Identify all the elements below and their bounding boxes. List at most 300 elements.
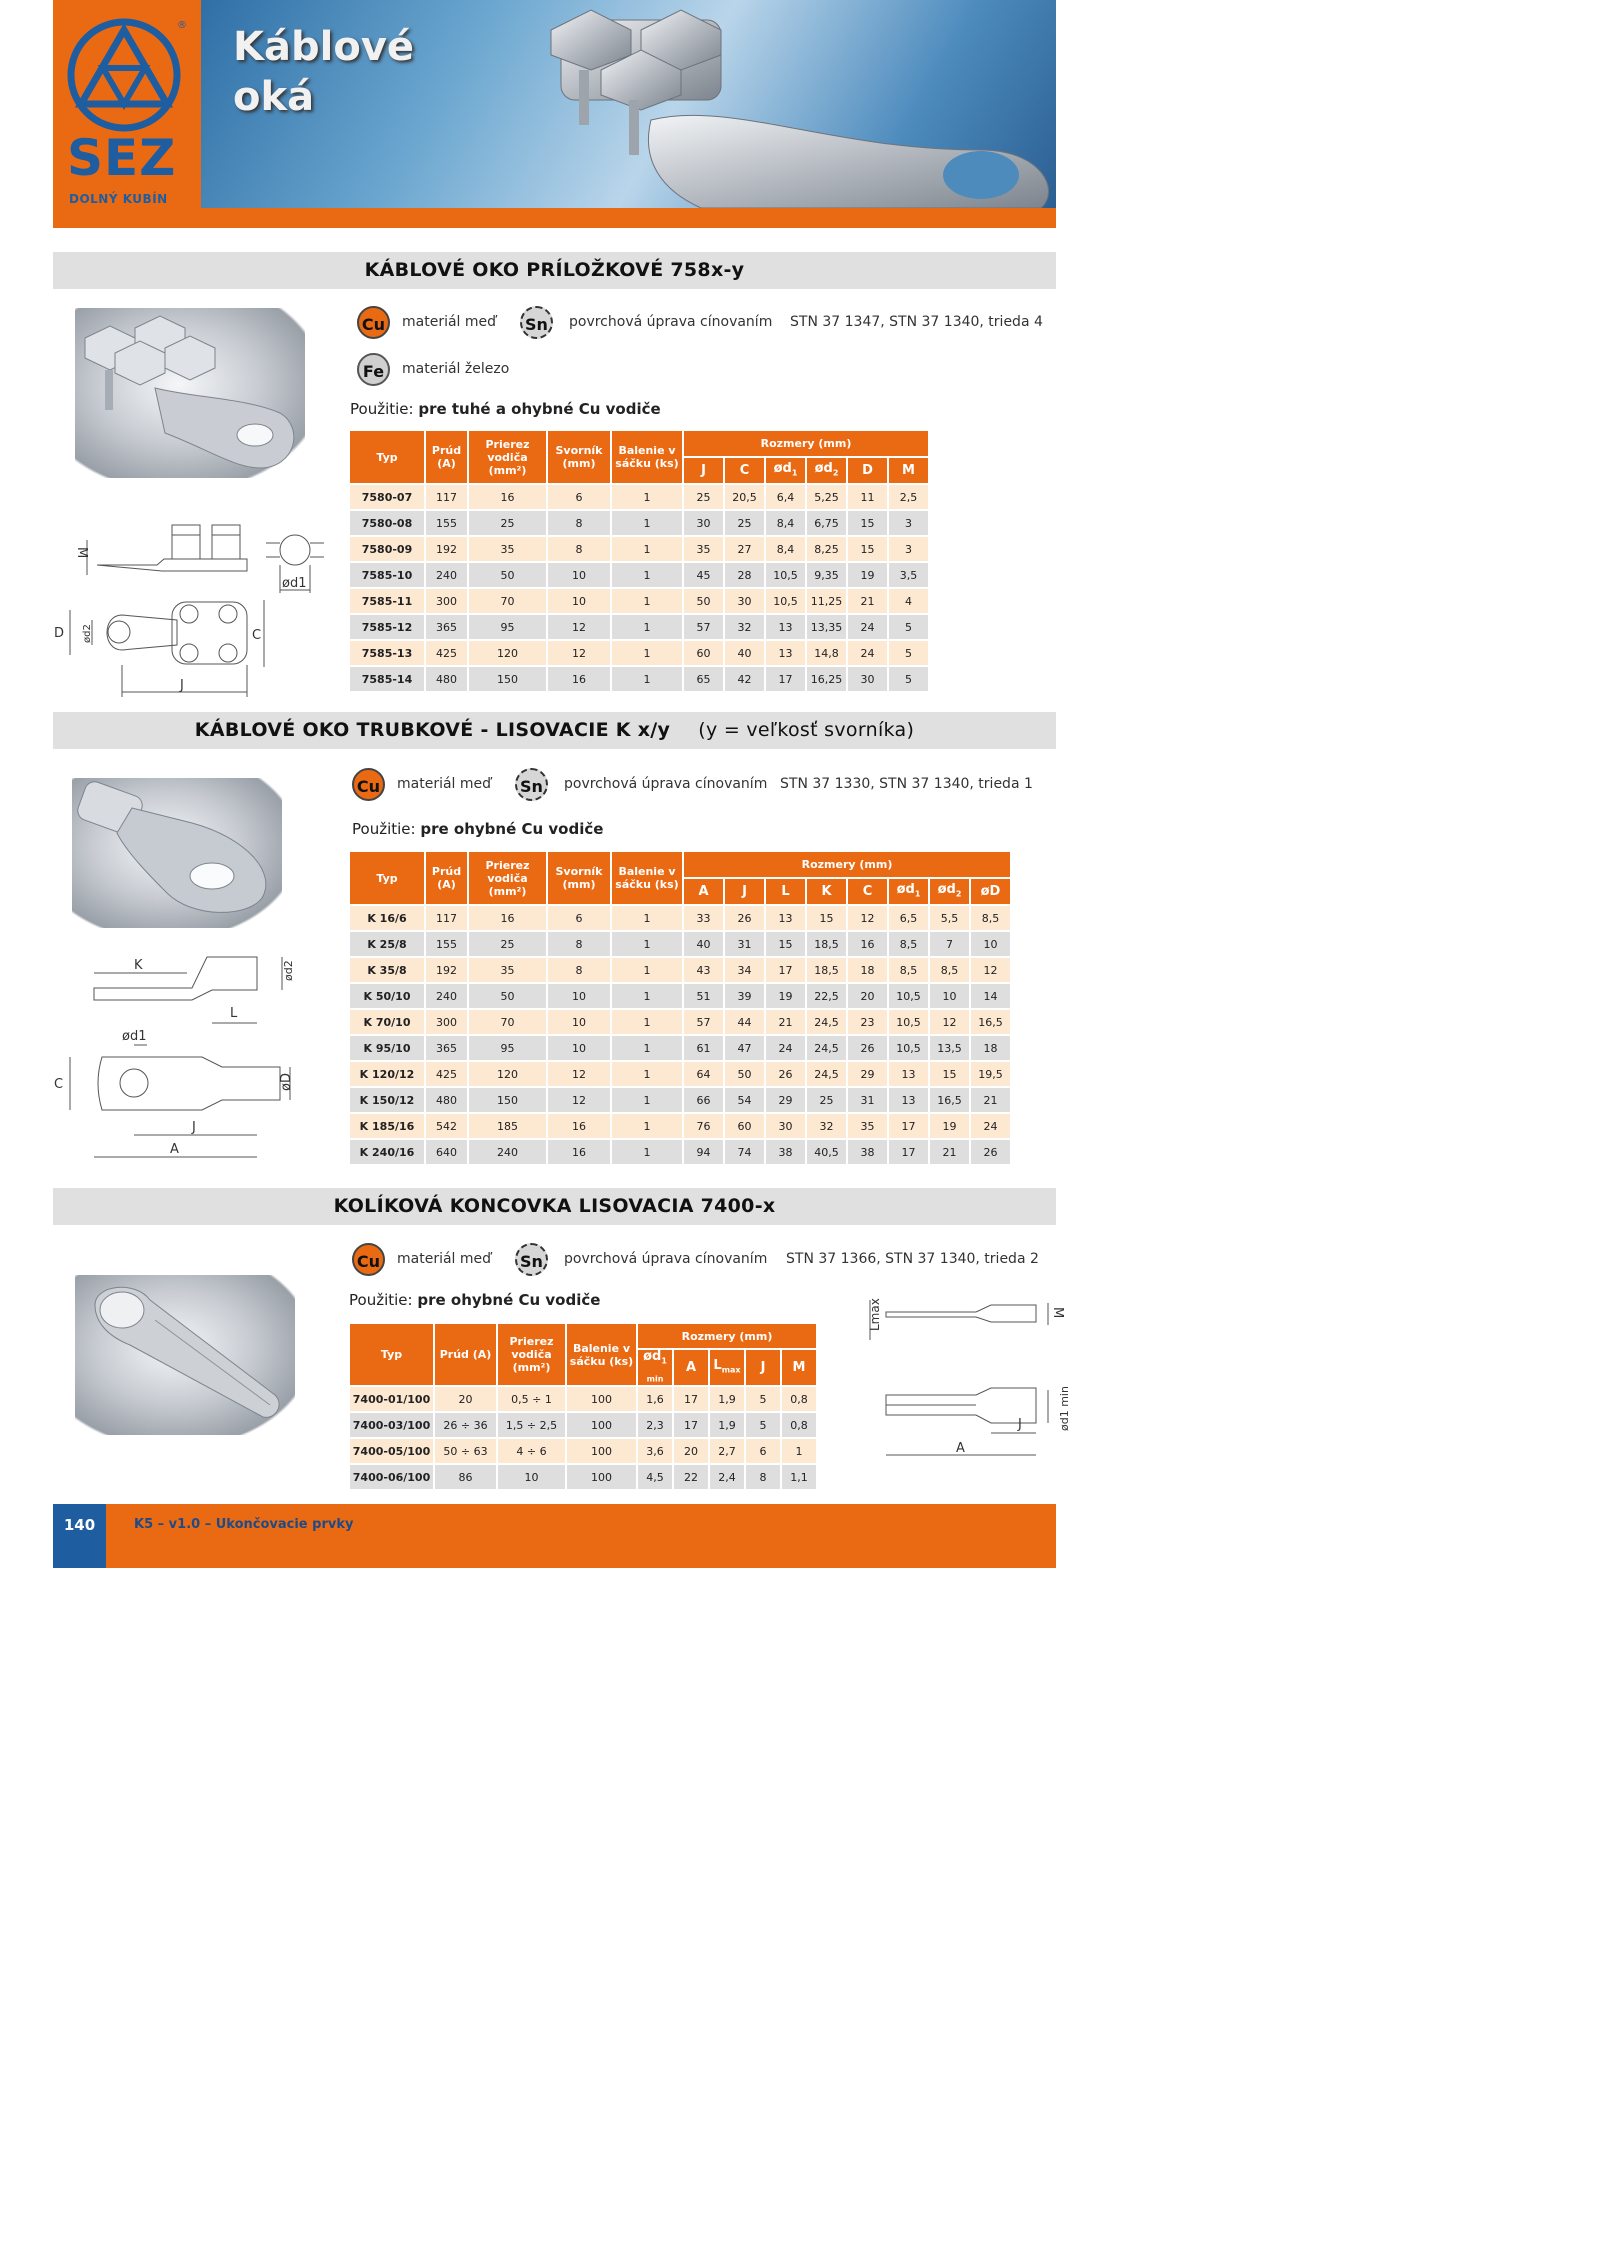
dim-label-j: J bbox=[180, 678, 184, 693]
technical-drawing-2 bbox=[52, 945, 302, 1170]
cell-value: 1 bbox=[612, 511, 682, 535]
cell-value: 86 bbox=[435, 1465, 496, 1489]
cell-value: 542 bbox=[426, 1114, 467, 1138]
cell-value: 17 bbox=[766, 958, 805, 982]
col-prud: Prúd (A) bbox=[426, 852, 467, 904]
cell-value: 35 bbox=[684, 537, 723, 561]
table-row bbox=[350, 667, 928, 691]
standard-text: STN 37 1330, STN 37 1340, trieda 1 bbox=[780, 776, 1033, 792]
catalog-page bbox=[0, 0, 1109, 1568]
cell-value: 1 bbox=[612, 589, 682, 613]
cell-value: 19,5 bbox=[971, 1062, 1010, 1086]
cell-value: 50 bbox=[469, 563, 546, 587]
cell-value: 22,5 bbox=[807, 984, 846, 1008]
cell-value: 1 bbox=[612, 485, 682, 509]
cell-value: 24 bbox=[848, 641, 887, 665]
cell-value: 13 bbox=[766, 615, 805, 639]
usage-value: pre ohybné Cu vodiče bbox=[420, 820, 604, 838]
dim-label-a: A bbox=[956, 1441, 965, 1456]
logo-wordmark: SEZ bbox=[67, 129, 177, 187]
cell-value: 1,9 bbox=[710, 1387, 744, 1411]
table-row bbox=[350, 1465, 816, 1489]
cell-value: 61 bbox=[684, 1036, 723, 1060]
cell-value: 192 bbox=[426, 537, 467, 561]
cell-value: 1 bbox=[782, 1439, 816, 1463]
col-typ: Typ bbox=[350, 852, 424, 904]
cell-value: 66 bbox=[684, 1088, 723, 1112]
cell-value: 2,7 bbox=[710, 1439, 744, 1463]
cell-value: 365 bbox=[426, 615, 467, 639]
cell-value: 16 bbox=[548, 1140, 610, 1164]
technical-drawing-3 bbox=[856, 1295, 1071, 1470]
cell-value: 18 bbox=[848, 958, 887, 982]
table-row bbox=[350, 537, 928, 561]
cell-value: 70 bbox=[469, 1010, 546, 1034]
table-row bbox=[350, 1413, 816, 1437]
table-row bbox=[350, 1387, 816, 1411]
cell-value: 8,4 bbox=[766, 511, 805, 535]
cell-value: 57 bbox=[684, 1010, 723, 1034]
usage-label: Použitie: bbox=[350, 400, 414, 418]
dim-label-od2: ød2 bbox=[82, 624, 93, 643]
col-dim-3: $ød_2$ bbox=[807, 458, 846, 483]
col-group-rozmery: Rozmery (mm) bbox=[684, 431, 928, 456]
table-row bbox=[350, 1010, 1010, 1034]
cell-type: 7400-05/100 bbox=[350, 1439, 433, 1463]
cell-value: 117 bbox=[426, 906, 467, 930]
cell-value: 10,5 bbox=[889, 1010, 928, 1034]
material-tin-text: povrchová úprava cínovaním bbox=[569, 314, 773, 330]
col-svornik: Svorník (mm) bbox=[548, 852, 610, 904]
cell-value: 24,5 bbox=[807, 1036, 846, 1060]
cell-value: 38 bbox=[848, 1140, 887, 1164]
col-dim-2: $L_{max}$ bbox=[710, 1350, 744, 1385]
cell-value: 120 bbox=[469, 641, 546, 665]
cell-value: 1,6 bbox=[638, 1387, 672, 1411]
cell-value: 100 bbox=[567, 1413, 636, 1437]
cell-value: 57 bbox=[684, 615, 723, 639]
cell-value: 13,35 bbox=[807, 615, 846, 639]
cell-value: 24,5 bbox=[807, 1010, 846, 1034]
cell-value: 23 bbox=[848, 1010, 887, 1034]
table-row bbox=[350, 984, 1010, 1008]
col-prud: Prúd (A) bbox=[426, 431, 467, 483]
cell-value: 1 bbox=[612, 1062, 682, 1086]
cell-value: 95 bbox=[469, 615, 546, 639]
col-dim-4: D bbox=[848, 458, 887, 483]
material-tin-text: povrchová úprava cínovaním bbox=[564, 1251, 768, 1267]
cell-value: 21 bbox=[848, 589, 887, 613]
cell-type: K 35/8 bbox=[350, 958, 424, 982]
dim-label-c: C bbox=[252, 628, 262, 643]
cell-value: 13 bbox=[889, 1088, 928, 1112]
cell-value: 480 bbox=[426, 1088, 467, 1112]
col-balenie: Balenie v sáčku (ks) bbox=[612, 431, 682, 483]
table-row bbox=[350, 615, 928, 639]
cell-value: 1,1 bbox=[782, 1465, 816, 1489]
dim-label-j: J bbox=[1018, 1417, 1022, 1432]
cell-value: 8,5 bbox=[971, 906, 1010, 930]
cell-value: 26 bbox=[848, 1036, 887, 1060]
cell-value: 1 bbox=[612, 667, 682, 691]
cell-value: 3 bbox=[889, 537, 928, 561]
cell-value: 16 bbox=[469, 485, 546, 509]
cell-value: 3 bbox=[889, 511, 928, 535]
cell-value: 5 bbox=[746, 1413, 780, 1437]
cell-value: 5,25 bbox=[807, 485, 846, 509]
cell-value: 42 bbox=[725, 667, 764, 691]
cell-value: 25 bbox=[469, 511, 546, 535]
cell-value: 20 bbox=[674, 1439, 708, 1463]
cell-value: 6 bbox=[746, 1439, 780, 1463]
col-svornik: Svorník (mm) bbox=[548, 431, 610, 483]
table-row bbox=[350, 1140, 1010, 1164]
cable-lug-photo bbox=[501, 0, 1061, 208]
cell-value: 29 bbox=[766, 1088, 805, 1112]
cell-value: 1 bbox=[612, 563, 682, 587]
col-balenie: Balenie v sáčku (ks) bbox=[612, 852, 682, 904]
cell-value: 60 bbox=[684, 641, 723, 665]
cell-value: 155 bbox=[426, 511, 467, 535]
cell-value: 13 bbox=[766, 906, 805, 930]
cell-value: 17 bbox=[766, 667, 805, 691]
sez-logo-icon bbox=[67, 18, 187, 138]
cell-value: 480 bbox=[426, 667, 467, 691]
table-row bbox=[350, 641, 928, 665]
cell-value: 7 bbox=[930, 932, 969, 956]
cell-value: 16,5 bbox=[971, 1010, 1010, 1034]
cell-value: 21 bbox=[930, 1140, 969, 1164]
cell-value: 19 bbox=[848, 563, 887, 587]
spec-table-1 bbox=[348, 429, 930, 693]
page-number: 140 bbox=[53, 1504, 106, 1568]
cell-value: 31 bbox=[848, 1088, 887, 1112]
cell-type: 7585-14 bbox=[350, 667, 424, 691]
section-title: KOLÍKOVÁ KONCOVKA LISOVACIA 7400-x bbox=[333, 1195, 776, 1217]
cell-type: K 185/16 bbox=[350, 1114, 424, 1138]
col-balenie: Balenie v sáčku (ks) bbox=[567, 1324, 636, 1385]
cell-value: 192 bbox=[426, 958, 467, 982]
dim-label-m: M bbox=[1050, 1307, 1065, 1319]
product-photo-2 bbox=[72, 778, 282, 928]
cell-value: 18,5 bbox=[807, 958, 846, 982]
dim-label-od1: ød1 bbox=[282, 576, 307, 591]
cell-value: 12 bbox=[548, 615, 610, 639]
col-dim-1: A bbox=[674, 1350, 708, 1385]
cell-value: 2,5 bbox=[889, 485, 928, 509]
cell-value: 18,5 bbox=[807, 932, 846, 956]
cell-value: 14 bbox=[971, 984, 1010, 1008]
cell-value: 8,5 bbox=[889, 958, 928, 982]
cell-value: 8,25 bbox=[807, 537, 846, 561]
spec-table-2 bbox=[348, 850, 1012, 1166]
cell-value: 5 bbox=[889, 667, 928, 691]
cell-value: 150 bbox=[469, 1088, 546, 1112]
section-title: KÁBLOVÉ OKO PRÍLOŽKOVÉ 758x-y bbox=[364, 259, 745, 281]
cell-value: 120 bbox=[469, 1062, 546, 1086]
cell-value: 10 bbox=[548, 589, 610, 613]
registered-mark: ® bbox=[177, 20, 187, 31]
cell-value: 16 bbox=[848, 932, 887, 956]
dim-label-c: C bbox=[54, 1077, 64, 1092]
cell-value: 30 bbox=[766, 1114, 805, 1138]
cell-value: 365 bbox=[426, 1036, 467, 1060]
dim-label-d: D bbox=[54, 626, 65, 641]
page-title-line-2: oká bbox=[233, 74, 315, 120]
cell-value: 1 bbox=[612, 615, 682, 639]
cell-type: K 50/10 bbox=[350, 984, 424, 1008]
cell-value: 15 bbox=[930, 1062, 969, 1086]
cell-value: 1 bbox=[612, 932, 682, 956]
cell-value: 4 ÷ 6 bbox=[498, 1439, 565, 1463]
cell-value: 20,5 bbox=[725, 485, 764, 509]
col-dim-5: M bbox=[889, 458, 928, 483]
section-title-note: (y = veľkosť svorníka) bbox=[698, 719, 915, 741]
cell-value: 64 bbox=[684, 1062, 723, 1086]
col-dim-3: J bbox=[746, 1350, 780, 1385]
cell-value: 10 bbox=[930, 984, 969, 1008]
cell-value: 32 bbox=[807, 1114, 846, 1138]
col-prierez: Prierez vodiča (mm²) bbox=[469, 431, 546, 483]
cell-value: 74 bbox=[725, 1140, 764, 1164]
cell-type: 7580-09 bbox=[350, 537, 424, 561]
cell-value: 1 bbox=[612, 641, 682, 665]
cell-value: 300 bbox=[426, 1010, 467, 1034]
cell-value: 10,5 bbox=[889, 984, 928, 1008]
cell-value: 11,25 bbox=[807, 589, 846, 613]
cell-type: K 120/12 bbox=[350, 1062, 424, 1086]
cell-value: 8 bbox=[548, 537, 610, 561]
cell-value: 70 bbox=[469, 589, 546, 613]
table-row bbox=[350, 1439, 816, 1463]
cell-value: 1 bbox=[612, 1036, 682, 1060]
cell-value: 21 bbox=[766, 1010, 805, 1034]
cell-value: 6,75 bbox=[807, 511, 846, 535]
cell-value: 26 bbox=[766, 1062, 805, 1086]
cell-value: 24,5 bbox=[807, 1062, 846, 1086]
cell-value: 43 bbox=[684, 958, 723, 982]
col-group-rozmery: Rozmery (mm) bbox=[638, 1324, 816, 1348]
cell-value: 12 bbox=[930, 1010, 969, 1034]
cell-value: 1 bbox=[612, 984, 682, 1008]
material-iron-text: materiál železo bbox=[402, 361, 510, 377]
cell-value: 21 bbox=[971, 1088, 1010, 1112]
col-dim-6: $ød_2$ bbox=[930, 879, 969, 904]
cell-type: K 150/12 bbox=[350, 1088, 424, 1112]
cell-value: 1 bbox=[612, 1114, 682, 1138]
usage-value: pre tuhé a ohybné Cu vodiče bbox=[418, 400, 661, 418]
cell-value: 25 bbox=[725, 511, 764, 535]
cell-value: 5 bbox=[746, 1387, 780, 1411]
cell-value: 30 bbox=[848, 667, 887, 691]
cell-value: 100 bbox=[567, 1439, 636, 1463]
cell-value: 3,6 bbox=[638, 1439, 672, 1463]
table-row bbox=[350, 958, 1010, 982]
cell-value: 40 bbox=[684, 932, 723, 956]
col-dim-7: øD bbox=[971, 879, 1010, 904]
cell-value: 6 bbox=[548, 906, 610, 930]
cell-value: 8 bbox=[548, 932, 610, 956]
cell-value: 6,4 bbox=[766, 485, 805, 509]
cell-value: 31 bbox=[725, 932, 764, 956]
dim-label-od1: ød1 bbox=[122, 1029, 147, 1044]
cell-value: 45 bbox=[684, 563, 723, 587]
cell-type: K 70/10 bbox=[350, 1010, 424, 1034]
cell-value: 65 bbox=[684, 667, 723, 691]
cell-value: 44 bbox=[725, 1010, 764, 1034]
standard-text: STN 37 1347, STN 37 1340, trieda 4 bbox=[790, 314, 1043, 330]
dim-label-od: øD bbox=[279, 1073, 294, 1091]
col-dim-5: $ød_1$ bbox=[889, 879, 928, 904]
dim-label-j: J bbox=[192, 1120, 196, 1135]
cell-type: K 25/8 bbox=[350, 932, 424, 956]
tin-plating-icon: Sn bbox=[515, 1243, 548, 1276]
cell-value: 10 bbox=[548, 1036, 610, 1060]
cell-value: 300 bbox=[426, 589, 467, 613]
cell-value: 25 bbox=[807, 1088, 846, 1112]
cell-value: 28 bbox=[725, 563, 764, 587]
col-prud: Prúd (A) bbox=[435, 1324, 496, 1385]
dim-label-lmax: Lmax bbox=[868, 1298, 882, 1331]
cell-type: 7400-01/100 bbox=[350, 1387, 433, 1411]
col-dim-2: $ød_1$ bbox=[766, 458, 805, 483]
cell-type: 7585-10 bbox=[350, 563, 424, 587]
cell-value: 16 bbox=[548, 1114, 610, 1138]
cell-value: 76 bbox=[684, 1114, 723, 1138]
table-row bbox=[350, 1036, 1010, 1060]
cell-value: 35 bbox=[469, 958, 546, 982]
cell-value: 22 bbox=[674, 1465, 708, 1489]
cell-value: 8 bbox=[548, 958, 610, 982]
cell-value: 240 bbox=[426, 563, 467, 587]
section-heading-1 bbox=[53, 252, 1056, 289]
col-dim-1: J bbox=[725, 879, 764, 904]
cell-value: 33 bbox=[684, 906, 723, 930]
cell-value: 17 bbox=[889, 1140, 928, 1164]
cell-type: 7400-06/100 bbox=[350, 1465, 433, 1489]
cell-value: 1 bbox=[612, 906, 682, 930]
dim-label-k: K bbox=[134, 958, 143, 973]
product-photo-3 bbox=[75, 1275, 295, 1435]
cell-type: 7580-07 bbox=[350, 485, 424, 509]
cell-value: 10,5 bbox=[889, 1036, 928, 1060]
cell-value: 1 bbox=[612, 958, 682, 982]
cell-value: 15 bbox=[807, 906, 846, 930]
cell-value: 10,5 bbox=[766, 589, 805, 613]
dim-label-m: M bbox=[74, 547, 89, 559]
cell-value: 40 bbox=[725, 641, 764, 665]
cell-value: 54 bbox=[725, 1088, 764, 1112]
cell-value: 20 bbox=[435, 1387, 496, 1411]
usage-line bbox=[352, 820, 603, 838]
tin-plating-icon: Sn bbox=[520, 306, 553, 339]
cell-value: 1,9 bbox=[710, 1413, 744, 1437]
cell-value: 24 bbox=[971, 1114, 1010, 1138]
cell-value: 16,25 bbox=[807, 667, 846, 691]
section-title: KÁBLOVÉ OKO TRUBKOVÉ - LISOVACIE K x/y bbox=[194, 719, 671, 741]
cell-value: 640 bbox=[426, 1140, 467, 1164]
cell-value: 10 bbox=[548, 563, 610, 587]
usage-label: Použitie: bbox=[352, 820, 416, 838]
spec-table-3 bbox=[348, 1322, 818, 1491]
cell-value: 10 bbox=[971, 932, 1010, 956]
cell-value: 19 bbox=[766, 984, 805, 1008]
pin-terminal-photo bbox=[75, 1275, 295, 1435]
cell-type: K 16/6 bbox=[350, 906, 424, 930]
technical-drawing-1 bbox=[52, 515, 327, 700]
cell-value: 15 bbox=[848, 511, 887, 535]
cell-value: 50 bbox=[469, 984, 546, 1008]
cell-value: 94 bbox=[684, 1140, 723, 1164]
col-dim-4: M bbox=[782, 1350, 816, 1385]
cell-value: 5 bbox=[889, 641, 928, 665]
cell-value: 1 bbox=[612, 537, 682, 561]
copper-material-icon: Cu bbox=[357, 306, 390, 339]
material-copper-text: materiál meď bbox=[397, 1251, 492, 1267]
cell-value: 26 bbox=[725, 906, 764, 930]
dim-label-od2: ød2 bbox=[282, 960, 295, 981]
cell-value: 14,8 bbox=[807, 641, 846, 665]
copper-material-icon: Cu bbox=[352, 768, 385, 801]
cell-value: 29 bbox=[848, 1062, 887, 1086]
cell-value: 5,5 bbox=[930, 906, 969, 930]
standard-text: STN 37 1366, STN 37 1340, trieda 2 bbox=[786, 1251, 1039, 1267]
cell-value: 6,5 bbox=[889, 906, 928, 930]
cell-value: 10 bbox=[548, 984, 610, 1008]
material-copper-text: materiál meď bbox=[402, 314, 497, 330]
table-row bbox=[350, 1114, 1010, 1138]
logo-panel bbox=[53, 0, 201, 208]
cell-value: 17 bbox=[889, 1114, 928, 1138]
cell-value: 17 bbox=[674, 1387, 708, 1411]
cell-value: 1,5 ÷ 2,5 bbox=[498, 1413, 565, 1437]
material-tin-text: povrchová úprava cínovaním bbox=[564, 776, 768, 792]
cell-value: 39 bbox=[725, 984, 764, 1008]
cell-type: 7400-03/100 bbox=[350, 1413, 433, 1437]
col-prierez: Prierez vodiča (mm²) bbox=[498, 1324, 565, 1385]
col-dim-3: K bbox=[807, 879, 846, 904]
cell-value: 20 bbox=[848, 984, 887, 1008]
cell-value: 2,3 bbox=[638, 1413, 672, 1437]
cell-value: 15 bbox=[848, 537, 887, 561]
cell-value: 51 bbox=[684, 984, 723, 1008]
page-title bbox=[233, 22, 414, 122]
cell-value: 6 bbox=[548, 485, 610, 509]
cell-value: 8 bbox=[746, 1465, 780, 1489]
cell-value: 100 bbox=[567, 1387, 636, 1411]
cell-value: 117 bbox=[426, 485, 467, 509]
cell-value: 8,4 bbox=[766, 537, 805, 561]
cell-value: 150 bbox=[469, 667, 546, 691]
usage-line bbox=[350, 400, 661, 418]
table-row bbox=[350, 932, 1010, 956]
table-row bbox=[350, 511, 928, 535]
cell-value: 34 bbox=[725, 958, 764, 982]
cell-value: 100 bbox=[567, 1465, 636, 1489]
cell-value: 50 bbox=[725, 1062, 764, 1086]
usage-line bbox=[349, 1291, 600, 1309]
dim-label-a: A bbox=[170, 1142, 179, 1157]
cell-type: 7585-12 bbox=[350, 615, 424, 639]
cell-value: 8,5 bbox=[889, 932, 928, 956]
cell-value: 2,4 bbox=[710, 1465, 744, 1489]
cell-value: 155 bbox=[426, 932, 467, 956]
table-row bbox=[350, 485, 928, 509]
cell-value: 8,5 bbox=[930, 958, 969, 982]
cell-value: 1 bbox=[612, 1088, 682, 1112]
cell-value: 10 bbox=[548, 1010, 610, 1034]
cell-value: 30 bbox=[725, 589, 764, 613]
